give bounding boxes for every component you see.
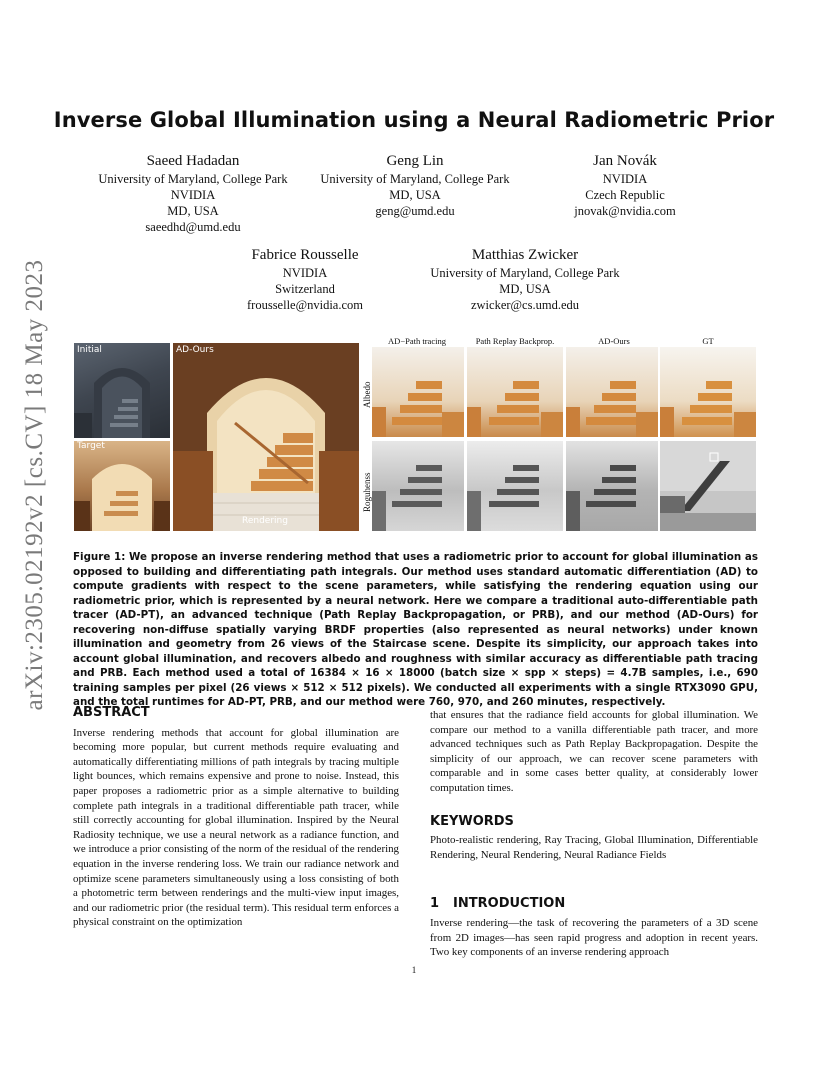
roughness-adours-image <box>566 441 658 531</box>
initial-label: Initial <box>77 345 102 355</box>
author-affiliation: NVIDIA <box>282 266 328 280</box>
author-affiliation: NVIDIA <box>170 188 216 202</box>
roughness-prb-illustration <box>467 441 563 531</box>
author-block <box>308 152 522 219</box>
author-affiliation: University of Maryland, College Park <box>320 172 510 186</box>
rendering-label: Rendering <box>242 516 288 526</box>
albedo-adours-illustration <box>566 347 658 437</box>
author-email: saeedhd@umd.edu <box>145 220 241 234</box>
figure-caption: Figure 1: We propose an inverse rendering method that uses a radiometric prior to account for global illumination as opposed to building and differentiating path integrals. Our method uses standard automatic differentiation (AD) to compute gradients with respect to the scene parameters, while satisfying the rendering equation using our radiometric prior, which is represented by a neural network. Here we compare a traditional auto-differentiable path tracer (AD-PT), an advanced technique (Path Replay Backpropagation, or PRB), and our method (AD-Ours) for recovering non-diffuse spatially varying BRDF properties (also represented as neural networks) under known illumination and geometry from 26 views of the Staircase scene. Despite its simplicity, our approach takes into account global illumination, and recovers albedo and roughness with similar accuracy as differentiable path tracing and PRB. Each method used a total of 16384 × 16 × 18000 (batch size × spp × steps) = 4.7B samples, i.e., 690 training samples per pixel (26 views × 512 × 512 pixels). We conducted all experiments with a single RTX3090 GPU, and the total runtimes for AD-PT, PRB, and our method were 760, 970, and 260 minutes, respectively. <box>73 551 758 708</box>
author-block <box>225 246 385 313</box>
albedo-gt-illustration <box>660 347 756 437</box>
row-label-albedo: Albedo <box>362 381 372 408</box>
initial-render-image <box>74 343 170 438</box>
roughness-gt-illustration <box>660 441 756 531</box>
arxiv-stamp <box>21 259 48 711</box>
author-block <box>545 152 705 219</box>
roughness-gt-image <box>660 441 756 531</box>
keywords-text: Photo-realistic rendering, Ray Tracing, Global Illumination, Differentiable Rendering, Neural Rendering, Neural Radiance Fields <box>430 834 758 861</box>
author-block <box>88 152 298 235</box>
albedo-pt-illustration <box>372 347 464 437</box>
arxiv-id: arXiv:2305.02192v2 [cs.CV] 18 May 2023 <box>21 259 48 711</box>
author-name: Saeed Hadadan <box>146 153 240 169</box>
author-location: MD, USA <box>389 188 441 202</box>
abstract-heading: ABSTRACT <box>73 705 150 720</box>
author-email: frousselle@nvidia.com <box>247 298 363 312</box>
author-email: zwicker@cs.umd.edu <box>470 298 579 312</box>
author-block <box>415 246 635 313</box>
page-number: 1 <box>411 965 417 975</box>
target-label: Target <box>77 441 105 451</box>
intro-title: INTRODUCTION <box>453 896 566 911</box>
abstract-text: Inverse rendering methods that account for global illumination are becoming more popular, but current methods require evaluating and automatically differentiating millions of path integrals by tracing multiple light bounces, which remains expensive and prone to noise. Instead, this paper proposes a radiometric prior as a simple alternative to building complete path integrals in a traditional differentiable path tracer, while still correctly accounting for global illumination. Inspired by the Neural Radiosity technique, we use a neural network as a radiance function, and we introduce a prior consisting of the norm of the residual of the rendering equation in the inverse rendering loss. We train our radiance network and optimize scene parameters simultaneously using a loss consisting of both a photometric term between renderings and the multi-view input images, and our radiometric prior (the residual term). This residual term enforces a physical constraint on the optimization <box>73 726 399 929</box>
author-location: Czech Republic <box>585 188 665 202</box>
keywords-heading: KEYWORDS <box>430 814 514 829</box>
intro-number: 1 <box>430 896 440 911</box>
intro-text: Inverse rendering—the task of recovering the parameters of a 3D scene from 2D images—has seen rapid progress and adoption in recent years. Two key components of an inverse rendering approach <box>430 917 758 959</box>
abstract-continuation: that ensures that the radiance field accounts for global illumination. We compare our method to a vanilla differentiable path tracer, and more advanced techniques such as Path Replay Backpropagation. Despite the simplicity of our approach, we can recover scene parameters with comparable and in some cases better quality, at considerably lower computation times. <box>430 709 758 794</box>
intro-heading <box>430 896 565 911</box>
author-name: Matthias Zwicker <box>471 247 579 263</box>
roughness-pt-image <box>372 441 464 531</box>
author-location: MD, USA <box>499 282 551 296</box>
author-name: Geng Lin <box>386 153 444 169</box>
row-label-roughness: Roguhenss <box>362 472 372 512</box>
author-location: MD, USA <box>167 204 219 218</box>
albedo-adours-image <box>566 347 658 437</box>
staircase-initial-illustration <box>74 343 170 438</box>
albedo-prb-illustration <box>467 347 563 437</box>
author-location: Switzerland <box>275 282 335 296</box>
column-header: Path Replay Backprop. <box>475 336 555 346</box>
albedo-pt-image <box>372 347 464 437</box>
albedo-gt-image <box>660 347 756 437</box>
column-header: AD−Path tracing <box>388 336 446 346</box>
paper-title: Inverse Global Illumination using a Neural Radiometric Prior <box>53 108 775 132</box>
column-header: AD-Ours <box>598 336 630 346</box>
roughness-pt-illustration <box>372 441 464 531</box>
author-name: Jan Novák <box>593 153 657 169</box>
author-email: jnovak@nvidia.com <box>574 204 676 218</box>
author-affiliation: University of Maryland, College Park <box>430 266 620 280</box>
author-affiliation: University of Maryland, College Park <box>98 172 288 186</box>
adours-label: AD-Ours <box>176 345 214 355</box>
adours-rendering-image <box>173 343 359 531</box>
roughness-prb-image <box>467 441 563 531</box>
author-name: Fabrice Rousselle <box>251 247 359 263</box>
column-header: GT <box>702 336 714 346</box>
abstract-section <box>73 706 399 930</box>
author-affiliation: NVIDIA <box>602 172 648 186</box>
staircase-target-illustration <box>74 441 170 531</box>
author-email: geng@umd.edu <box>375 204 455 218</box>
albedo-prb-image <box>467 347 563 437</box>
staircase-rendering-illustration <box>173 343 359 531</box>
target-photo-image <box>74 441 170 531</box>
roughness-adours-illustration <box>566 441 658 531</box>
